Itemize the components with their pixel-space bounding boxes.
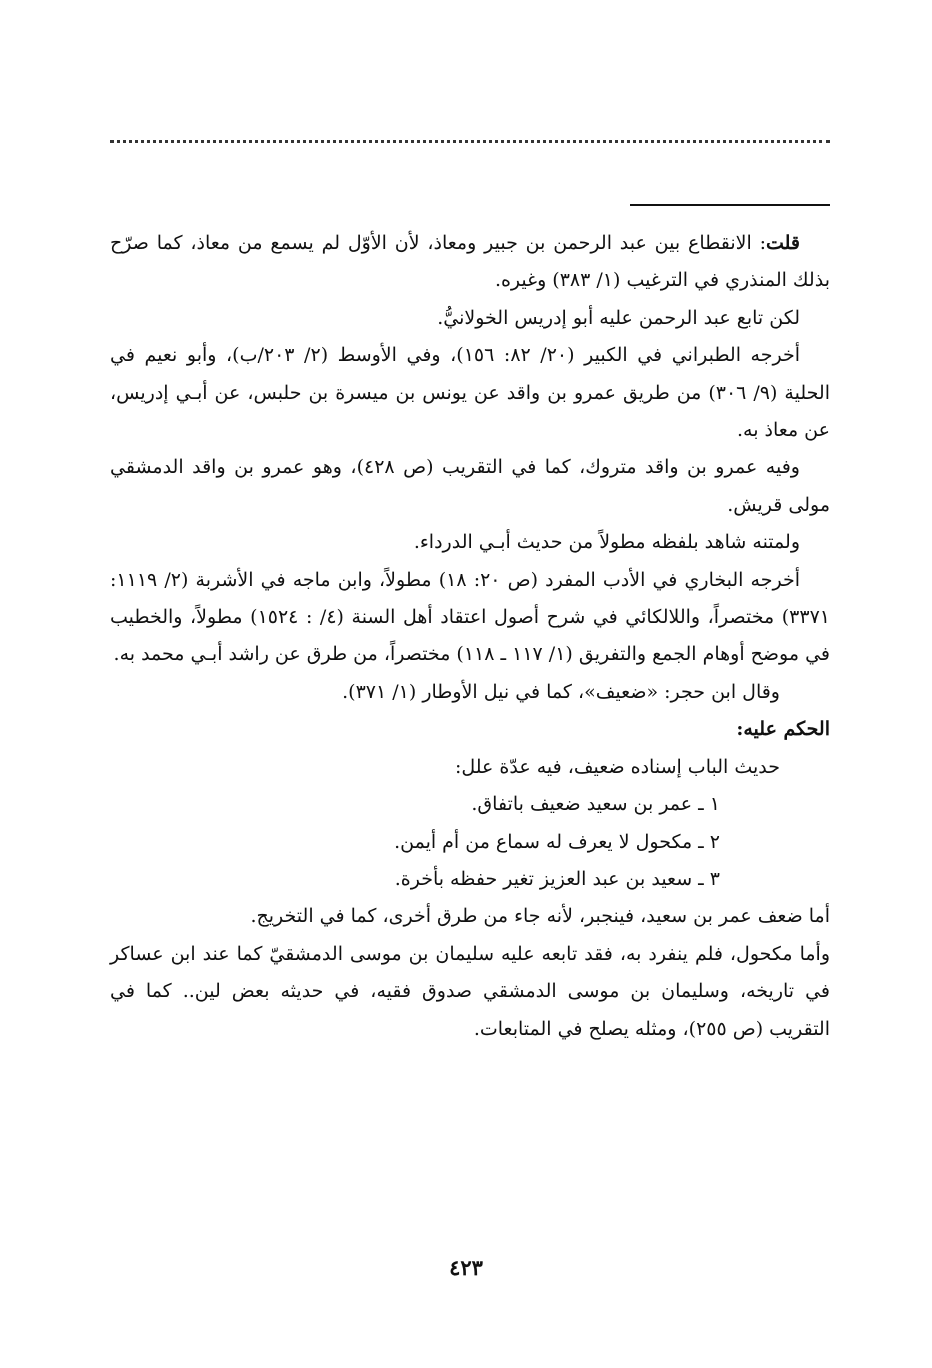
footnote-text	[110, 225, 830, 1048]
paragraph-ibn-hajar: وقال ابن حجر: «ضعيف»، كما في نيل الأوطار (١/ ٣٧١).	[342, 680, 780, 703]
paragraph-qultu	[110, 225, 830, 300]
list-item: ٢ ـ مكحول لا يعرف له سماع من أم أيمن.	[394, 830, 720, 853]
paragraph-makhul: وأما مكحول، فلم ينفرد به، فقد تابعه عليه سليمان بن موسى الدمشقيّ كما عند ابن عساكر في تاريخه، وسليمان بن موسى الدمشقي صدوق فقيه، في حديثه بعض لين.. كما في التقريب (ص ٢٥٥)، ومثله يصلح في المتابعات.	[110, 942, 830, 1040]
list-item: ١ ـ عمر بن سعيد ضعيف باتفاق.	[471, 793, 720, 816]
dotted-separator	[110, 140, 830, 143]
paragraph-tabarani: أخرجه الطبراني في الكبير (٢٠/ ٨٢: ١٥٦)، وفي الأوسط (٢/ ٢٠٣/ب)، وأبو نعيم في الحلية (٩/ ٣٠٦) من طريق عمرو بن واقد عن يونس بن ميسرة بن حلبس، عن أبـي إدريس، عن معاذ به.	[110, 344, 830, 442]
paragraph-umar-ibn-said: أما ضعف عمر بن سعيد، فينجبر، لأنه جاء من طرق أخرى، كما في التخريج.	[250, 905, 830, 928]
qultu-label: قلت	[765, 232, 800, 254]
paragraph-bukhari: أخرجه البخاري في الأدب المفرد (ص ٢٠: ١٨) مطولاً، وابن ماجه في الأشربة (٢/ ١١١٩: ٣٣٧١) مختصراً، واللالكائي في شرح أصول اعتقاد أهل السنة (٤/ : ١٥٢٤) مطولاً، والخطيب في موضح أوهام الجمع والتفريق (١/ ١١٧ ـ ١١٨) مختصراً، من طرق عن راشد أبـي محمد به.	[110, 568, 830, 666]
paragraph-amr-ibn-waqid: وفيه عمرو بن واقد متروك، كما في التقريب (ص ٤٢٨)، وهو عمرو بن واقد الدمشقي مولى قريش.	[110, 456, 830, 516]
footnote-rule	[630, 204, 830, 206]
paragraph-ilal: حديث الباب إسناده ضعيف، فيه عدّة علل:	[454, 755, 780, 778]
section-heading: الحكم عليه:	[736, 718, 830, 741]
qultu-text: : الانقطاع بين عبد الرحمن بن جبير ومعاذ، لأن الأوّل لم يسمع من معاذ، كما صرّح بذلك المنذري في الترغيب (١/ ٣٨٣) وغيره.	[110, 232, 830, 292]
paragraph-shahid: ولمتنه شاهد بلفظه مطولاً من حديث أبـي الدرداء.	[413, 531, 800, 554]
paragraph-mutaba: لكن تابع عبد الرحمن عليه أبو إدريس الخولانيُّ.	[437, 306, 800, 329]
page-number: ٤٢٣	[449, 1255, 483, 1280]
list-item: ٣ ـ سعيد بن عبد العزيز تغير حفظه بأخرة.	[394, 867, 720, 890]
